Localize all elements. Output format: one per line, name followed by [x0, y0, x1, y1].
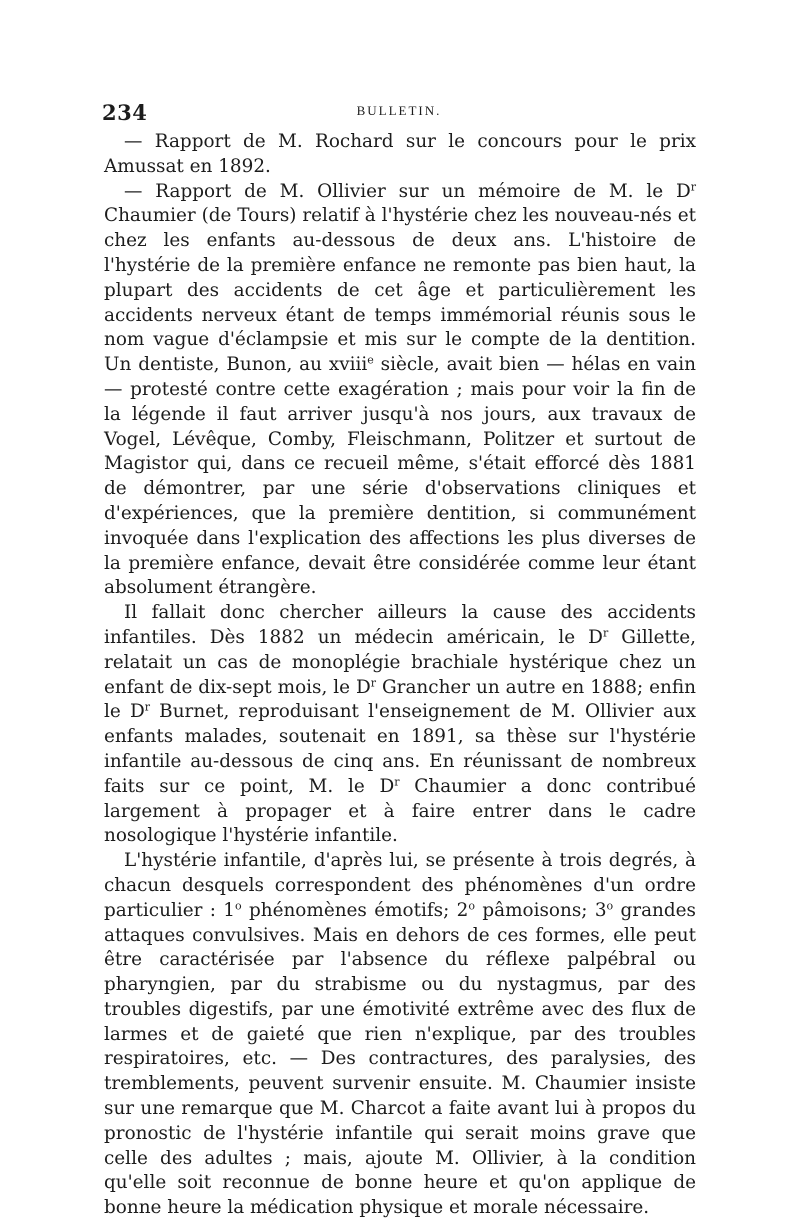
paragraph-text: siècle, avait bien — hélas en vain — protesté contre cette exagération ; mais pour voir la fin de la légende il faut arriver jusqu'à nos jours, aux travaux de Vogel, Lévêque, Comby, Fleischmann, Politzer et surtout de Magistor qui, dans ce recueil même, s'était efforcé dès 1881 de démontrer, par une série d'observations cliniques et d'expériences, que la première dentition, si communément invoquée dans l'explication des affections les plus diverses de la première enfance, devait être considérée comme leur étant absolument étrangère.	[104, 354, 696, 599]
paragraph-text: L'hystérie infantile, d'après lui, se présente à trois degrés, à chacun desquels correspondent des phénomènes d'un ordre particulier : 1	[104, 850, 696, 921]
page-number: 234	[102, 100, 148, 125]
superscript: r	[144, 700, 150, 714]
paragraph-rochard-report	[104, 130, 696, 180]
paragraph-text: Grancher un autre en 1888; enfin le D	[104, 676, 696, 723]
paragraph-ollivier-report	[104, 180, 696, 602]
paragraph-text: Il fallait donc chercher ailleurs la cause des accidents infantiles. Dès 1882 un médecin américain, le D	[104, 602, 696, 648]
superscript: o	[606, 899, 614, 913]
paragraph-text: Chaumier a donc contribué largement à propager et à faire entrer dans le cadre nosologique l'hystérie infantile.	[104, 775, 696, 847]
page-header	[102, 100, 696, 124]
superscript: o	[468, 899, 476, 913]
superscript: r	[370, 675, 377, 689]
paragraph-infantile-causes	[104, 601, 696, 849]
paragraph-text: — Rapport de M. Rochard sur le concours pour le prix Amussat en 1892.	[104, 131, 696, 177]
running-title: BULLETIN.	[356, 103, 442, 118]
paragraph-text: Gillette, relatait un cas de monoplégie brachiale hystérique chez un enfant de dix-sept mois, le D	[104, 626, 697, 698]
superscript: r	[394, 775, 400, 789]
paragraph-text: Burnet, reproduisant l'enseignement de M. Ollivier aux enfants malades, soutenait en 1891, sa thèse sur l'hystérie infantile au-dessous de cinq ans. En réunissant de nombreux faits sur ce point, M. le D	[104, 701, 696, 797]
paragraph-text: pâmoisons; 3	[475, 899, 607, 921]
superscript: o	[234, 899, 242, 913]
paragraph-three-degrees	[104, 849, 696, 1221]
paragraph-text: phénomènes émotifs; 2	[241, 899, 469, 921]
paragraph-text: — Rapport de M. Ollivier sur un mémoire de M. le D	[124, 180, 691, 202]
superscript: e	[367, 353, 374, 367]
superscript: r	[690, 179, 696, 193]
paragraph-text: grandes attaques convulsives. Mais en dehors de ces formes, elle peut être caractérisée par l'absence du réflexe palpébral ou pharyngien, par du strabisme ou du nystagmus, par des troubles digestifs, par une émotivité extrême avec des flux de larmes et de gaieté que rien n'explique, par des troubles respiratoires, etc. — Des contractures, des paralysies, des tremblements, peuvent survenir ensuite. M. Chaumier insiste sur une remarque que M. Charcot a faite avant lui à propos du pronostic de l'hystérie infantile qui serait moins grave que celle des adultes ; mais, ajoute M. Ollivier, à la condition qu'elle soit reconnue de bonne heure et qu'on applique de bonne heure la médication physique et morale nécessaire.	[104, 899, 696, 1219]
paragraph-text: Chaumier (de Tours) relatif à l'hystérie chez les nouveau-nés et chez les enfants au-dessous de deux ans. L'histoire de l'hystérie de la première enfance ne remonte pas bien haut, la plupart des accidents de cet âge et particulièrement les accidents nerveux étant de temps immémorial réunis sous le nom vague d'éclampsie et mis sur le compte de la dentition. Un dentiste, Bunon, au xviii	[104, 205, 696, 376]
body-text	[104, 130, 696, 1221]
superscript: r	[602, 626, 609, 640]
